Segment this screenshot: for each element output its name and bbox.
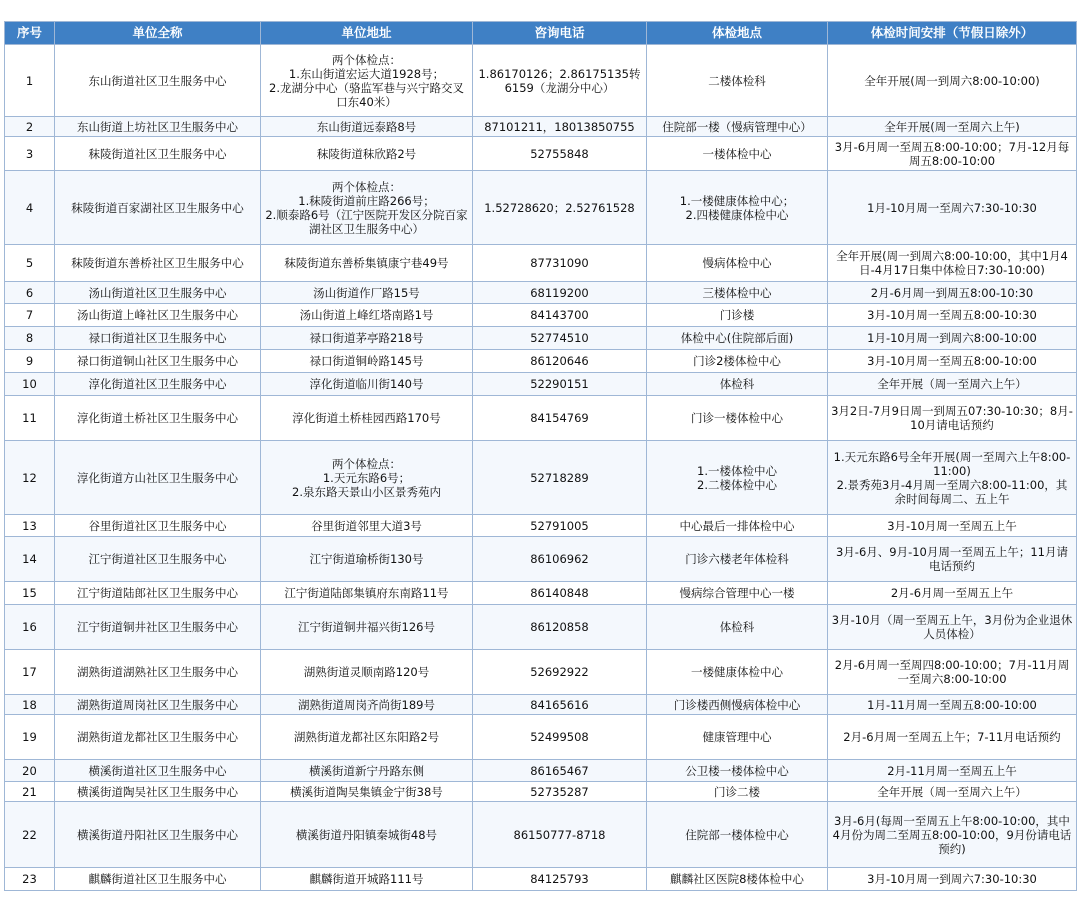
- cell-location: 三楼体检中心: [647, 282, 828, 304]
- cell-schedule: 1月-10月周一到周六8:00-10:00: [828, 327, 1077, 350]
- cell-schedule: 3月2日-7月9日周一到周五07:30-10:30；8月-10月请电话预约: [828, 396, 1077, 441]
- cell-schedule: 2月-6月周一至周四8:00-10:00；7月-11月周一至周六8:00-10:00: [828, 650, 1077, 695]
- cell-schedule: 1.天元东路6号全年开展(周一至周六上午8:00-11:00) 2.景秀苑3月-4月周一至周六8:00-11:00，其余时间每周二、五上午: [828, 441, 1077, 515]
- cell-phone: 52791005: [473, 515, 647, 537]
- cell-schedule: 2月-6月周一至周五上午: [828, 582, 1077, 605]
- table-row: [5, 537, 1077, 582]
- cell-location: 中心最后一排体检中心: [647, 515, 828, 537]
- cell-phone: 1.52728620；2.52761528: [473, 171, 647, 245]
- cell-unit-name: 横溪街道社区卫生服务中心: [55, 760, 261, 782]
- table-row: [5, 373, 1077, 396]
- cell-phone: 52735287: [473, 782, 647, 802]
- table-row: [5, 350, 1077, 373]
- checkup-schedule-table: [4, 21, 1077, 891]
- cell-phone: 84154769: [473, 396, 647, 441]
- cell-address: 两个体检点： 1.天元东路6号； 2.泉东路天景山小区景秀苑内: [261, 441, 473, 515]
- cell-unit-name: 淳化街道社区卫生服务中心: [55, 373, 261, 396]
- table-row: [5, 515, 1077, 537]
- cell-address: 横溪街道丹阳镇秦城街48号: [261, 802, 473, 868]
- table-row: [5, 605, 1077, 650]
- cell-no: 4: [5, 171, 55, 245]
- table-row: [5, 802, 1077, 868]
- cell-unit-name: 东山街道上坊社区卫生服务中心: [55, 117, 261, 137]
- cell-no: 10: [5, 373, 55, 396]
- cell-unit-name: 淳化街道方山社区卫生服务中心: [55, 441, 261, 515]
- cell-no: 14: [5, 537, 55, 582]
- cell-schedule: 3月-10月周一到周六7:30-10:30: [828, 868, 1077, 891]
- table-row: [5, 782, 1077, 802]
- table-row: [5, 245, 1077, 282]
- cell-phone: 86165467: [473, 760, 647, 782]
- cell-schedule: 3月-10月周一至周五8:00-10:00: [828, 350, 1077, 373]
- cell-no: 7: [5, 304, 55, 327]
- cell-location: 一楼体检中心: [647, 137, 828, 171]
- cell-location: 健康管理中心: [647, 715, 828, 760]
- cell-address: 两个体检点： 1.东山街道宏运大道1928号； 2.龙湖分中心（骆监军巷与兴宁路交叉口东40米）: [261, 45, 473, 117]
- cell-no: 5: [5, 245, 55, 282]
- table-row: [5, 650, 1077, 695]
- cell-no: 17: [5, 650, 55, 695]
- cell-no: 22: [5, 802, 55, 868]
- cell-phone: 52692922: [473, 650, 647, 695]
- cell-unit-name: 湖熟街道周岗社区卫生服务中心: [55, 695, 261, 715]
- cell-unit-name: 秣陵街道百家湖社区卫生服务中心: [55, 171, 261, 245]
- cell-unit-name: 横溪街道丹阳社区卫生服务中心: [55, 802, 261, 868]
- cell-address: 淳化街道临川街140号: [261, 373, 473, 396]
- cell-phone: 52718289: [473, 441, 647, 515]
- cell-unit-name: 淳化街道土桥社区卫生服务中心: [55, 396, 261, 441]
- cell-location: 体检中心(住院部后面): [647, 327, 828, 350]
- cell-schedule: 全年开展（周一至周六上午）: [828, 373, 1077, 396]
- cell-no: 19: [5, 715, 55, 760]
- cell-no: 18: [5, 695, 55, 715]
- cell-no: 9: [5, 350, 55, 373]
- cell-no: 16: [5, 605, 55, 650]
- cell-schedule: 3月-6月、9月-10月周一至周五上午；11月请电话预约: [828, 537, 1077, 582]
- cell-address: 淳化街道土桥桂园西路170号: [261, 396, 473, 441]
- cell-location: 住院部一楼体检中心: [647, 802, 828, 868]
- cell-phone: 86120646: [473, 350, 647, 373]
- cell-no: 6: [5, 282, 55, 304]
- cell-no: 12: [5, 441, 55, 515]
- cell-address: 秣陵街道东善桥集镇康宁巷49号: [261, 245, 473, 282]
- cell-schedule: 全年开展(周一到周六8:00-10:00): [828, 45, 1077, 117]
- header-no: 序号: [5, 22, 55, 45]
- cell-unit-name: 秣陵街道东善桥社区卫生服务中心: [55, 245, 261, 282]
- cell-schedule: 1月-11月周一至周五8:00-10:00: [828, 695, 1077, 715]
- table-row: [5, 282, 1077, 304]
- table-row: [5, 695, 1077, 715]
- cell-unit-name: 湖熟街道湖熟社区卫生服务中心: [55, 650, 261, 695]
- cell-no: 15: [5, 582, 55, 605]
- cell-address: 湖熟街道龙都社区东阳路2号: [261, 715, 473, 760]
- cell-schedule: 全年开展(周一至周六上午): [828, 117, 1077, 137]
- cell-address: 湖熟街道周岗齐尚街189号: [261, 695, 473, 715]
- cell-no: 1: [5, 45, 55, 117]
- header-location: 体检地点: [647, 22, 828, 45]
- table-row: [5, 327, 1077, 350]
- cell-phone: 68119200: [473, 282, 647, 304]
- cell-unit-name: 江宁街道铜井社区卫生服务中心: [55, 605, 261, 650]
- cell-phone: 86140848: [473, 582, 647, 605]
- cell-address: 江宁街道陆郎集镇府东南路11号: [261, 582, 473, 605]
- cell-address: 东山街道远泰路8号: [261, 117, 473, 137]
- cell-unit-name: 湖熟街道龙都社区卫生服务中心: [55, 715, 261, 760]
- cell-unit-name: 横溪街道陶吴社区卫生服务中心: [55, 782, 261, 802]
- cell-location: 麒麟社区医院8楼体检中心: [647, 868, 828, 891]
- cell-schedule: 2月-6月周一至周五上午；7-11月电话预约: [828, 715, 1077, 760]
- cell-address: 江宁街道瑜桥街130号: [261, 537, 473, 582]
- table-row: [5, 137, 1077, 171]
- cell-phone: 87731090: [473, 245, 647, 282]
- cell-address: 两个体检点： 1.秣陵街道前庄路266号； 2.顺泰路6号（江宁医院开发区分院百家湖社区卫生服务中心）: [261, 171, 473, 245]
- header-row: [5, 22, 1077, 45]
- cell-location: 体检科: [647, 373, 828, 396]
- cell-phone: 52755848: [473, 137, 647, 171]
- cell-address: 禄口街道茅亭路218号: [261, 327, 473, 350]
- cell-phone: 52290151: [473, 373, 647, 396]
- header-schedule: 体检时间安排（节假日除外）: [828, 22, 1077, 45]
- cell-address: 汤山街道上峰红塔南路1号: [261, 304, 473, 327]
- cell-location: 1.一楼体检中心 2.二楼体检中心: [647, 441, 828, 515]
- cell-address: 汤山街道作厂路15号: [261, 282, 473, 304]
- cell-schedule: 3月-10月周一至周五上午: [828, 515, 1077, 537]
- cell-phone: 86106962: [473, 537, 647, 582]
- table-row: [5, 45, 1077, 117]
- table-row: [5, 582, 1077, 605]
- cell-unit-name: 汤山街道上峰社区卫生服务中心: [55, 304, 261, 327]
- cell-schedule: 3月-6月(每周一至周五上午8:00-10:00，其中4月份为周二至周五8:00-10:00，9月份请电话预约): [828, 802, 1077, 868]
- cell-address: 湖熟街道灵顺南路120号: [261, 650, 473, 695]
- cell-no: 3: [5, 137, 55, 171]
- cell-schedule: 全年开展(周一到周六8:00-10:00，其中1月4日-4月17日集中体检日7:30-10:00): [828, 245, 1077, 282]
- cell-unit-name: 禄口街道铜山社区卫生服务中心: [55, 350, 261, 373]
- cell-no: 20: [5, 760, 55, 782]
- cell-phone: 84143700: [473, 304, 647, 327]
- cell-unit-name: 江宁街道陆郎社区卫生服务中心: [55, 582, 261, 605]
- cell-no: 23: [5, 868, 55, 891]
- cell-location: 门诊楼西侧慢病体检中心: [647, 695, 828, 715]
- cell-phone: 86150777-8718: [473, 802, 647, 868]
- cell-address: 麒麟街道开城路111号: [261, 868, 473, 891]
- header-phone: 咨询电话: [473, 22, 647, 45]
- cell-location: 门诊二楼: [647, 782, 828, 802]
- table-row: [5, 171, 1077, 245]
- cell-phone: 84125793: [473, 868, 647, 891]
- cell-location: 公卫楼一楼体检中心: [647, 760, 828, 782]
- cell-unit-name: 江宁街道社区卫生服务中心: [55, 537, 261, 582]
- cell-no: 8: [5, 327, 55, 350]
- cell-location: 体检科: [647, 605, 828, 650]
- cell-schedule: 2月-11月周一至周五上午: [828, 760, 1077, 782]
- cell-location: 1.一楼健康体检中心； 2.四楼健康体检中心: [647, 171, 828, 245]
- cell-address: 横溪街道新宁丹路东侧: [261, 760, 473, 782]
- cell-unit-name: 麒麟街道社区卫生服务中心: [55, 868, 261, 891]
- cell-phone: 52499508: [473, 715, 647, 760]
- cell-schedule: 2月-6月周一到周五8:00-10:30: [828, 282, 1077, 304]
- table-row: [5, 396, 1077, 441]
- table-row: [5, 868, 1077, 891]
- cell-no: 11: [5, 396, 55, 441]
- cell-address: 秣陵街道秣欣路2号: [261, 137, 473, 171]
- cell-unit-name: 谷里街道社区卫生服务中心: [55, 515, 261, 537]
- table-row: [5, 304, 1077, 327]
- cell-location: 住院部一楼（慢病管理中心）: [647, 117, 828, 137]
- cell-schedule: 3月-6月周一至周五8:00-10:00；7月-12月每周五8:00-10:00: [828, 137, 1077, 171]
- cell-location: 门诊2楼体检中心: [647, 350, 828, 373]
- cell-no: 2: [5, 117, 55, 137]
- cell-schedule: 1月-10月周一至周六7:30-10:30: [828, 171, 1077, 245]
- cell-phone: 1.86170126；2.86175135转6159（龙湖分中心）: [473, 45, 647, 117]
- table-row: [5, 715, 1077, 760]
- cell-location: 慢病体检中心: [647, 245, 828, 282]
- cell-address: 谷里街道邻里大道3号: [261, 515, 473, 537]
- cell-schedule: 全年开展（周一至周六上午）: [828, 782, 1077, 802]
- cell-location: 慢病综合管理中心一楼: [647, 582, 828, 605]
- table-row: [5, 760, 1077, 782]
- cell-unit-name: 东山街道社区卫生服务中心: [55, 45, 261, 117]
- cell-address: 江宁街道铜井福兴街126号: [261, 605, 473, 650]
- cell-address: 横溪街道陶吴集镇金宁街38号: [261, 782, 473, 802]
- header-name: 单位全称: [55, 22, 261, 45]
- cell-unit-name: 禄口街道社区卫生服务中心: [55, 327, 261, 350]
- cell-location: 门诊一楼体检中心: [647, 396, 828, 441]
- cell-no: 21: [5, 782, 55, 802]
- cell-phone: 84165616: [473, 695, 647, 715]
- table-row: [5, 441, 1077, 515]
- table-row: [5, 117, 1077, 137]
- cell-location: 一楼健康体检中心: [647, 650, 828, 695]
- cell-phone: 86120858: [473, 605, 647, 650]
- cell-schedule: 3月-10月（周一至周五上午，3月份为企业退休人员体检）: [828, 605, 1077, 650]
- header-address: 单位地址: [261, 22, 473, 45]
- cell-address: 禄口街道铜岭路145号: [261, 350, 473, 373]
- cell-unit-name: 秣陵街道社区卫生服务中心: [55, 137, 261, 171]
- cell-phone: 52774510: [473, 327, 647, 350]
- cell-unit-name: 汤山街道社区卫生服务中心: [55, 282, 261, 304]
- cell-schedule: 3月-10月周一至周五8:00-10:30: [828, 304, 1077, 327]
- cell-phone: 87101211，18013850755: [473, 117, 647, 137]
- cell-location: 门诊楼: [647, 304, 828, 327]
- cell-location: 二楼体检科: [647, 45, 828, 117]
- cell-location: 门诊六楼老年体检科: [647, 537, 828, 582]
- cell-no: 13: [5, 515, 55, 537]
